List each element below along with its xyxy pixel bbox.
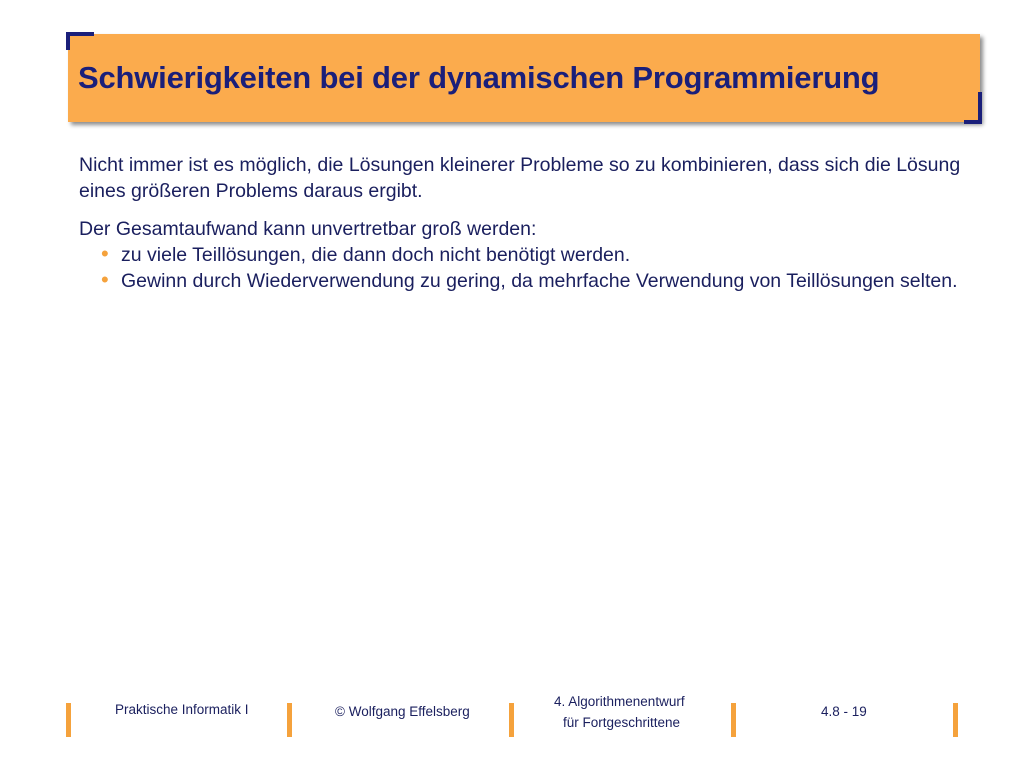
bullet-item [79, 242, 979, 268]
bullet-text: Gewinn durch Wiederverwendung zu gering, da mehrfache Verwendung von Teillösungen selten. [121, 270, 958, 292]
paragraph-1: Nicht immer ist es möglich, die Lösungen kleinerer Probleme so zu kombinieren, dass sich die Lösung eines größeren Problems daraus ergibt. [79, 154, 961, 202]
footer-divider [66, 703, 71, 737]
bullet-icon: • [101, 267, 109, 292]
footer-course: Praktische Informatik I [115, 702, 249, 717]
bullet-item [79, 268, 979, 294]
slide-footer [0, 688, 1024, 748]
footer-divider [953, 703, 958, 737]
bullet-text: zu viele Teillösungen, die dann doch nicht benötigt werden. [121, 244, 631, 266]
paragraph-2: Der Gesamtaufwand kann unvertretbar groß werden: [79, 218, 537, 240]
corner-bracket-bottom-right [964, 92, 982, 124]
footer-author: © Wolfgang Effelsberg [335, 704, 470, 719]
footer-page-number: 4.8 - 19 [821, 704, 867, 719]
footer-chapter-line-1: 4. Algorithmenentwurf [554, 694, 685, 709]
footer-chapter-line-2: für Fortgeschrittene [563, 715, 681, 730]
bullet-list [79, 242, 979, 294]
slide-title: Schwierigkeiten bei der dynamischen Programmierung [78, 60, 880, 95]
title-banner [68, 34, 980, 122]
corner-bracket-top-left [66, 32, 94, 50]
bullet-icon: • [101, 241, 109, 266]
footer-divider [731, 703, 736, 737]
slide-content [79, 152, 979, 294]
footer-divider [509, 703, 514, 737]
footer-divider [287, 703, 292, 737]
